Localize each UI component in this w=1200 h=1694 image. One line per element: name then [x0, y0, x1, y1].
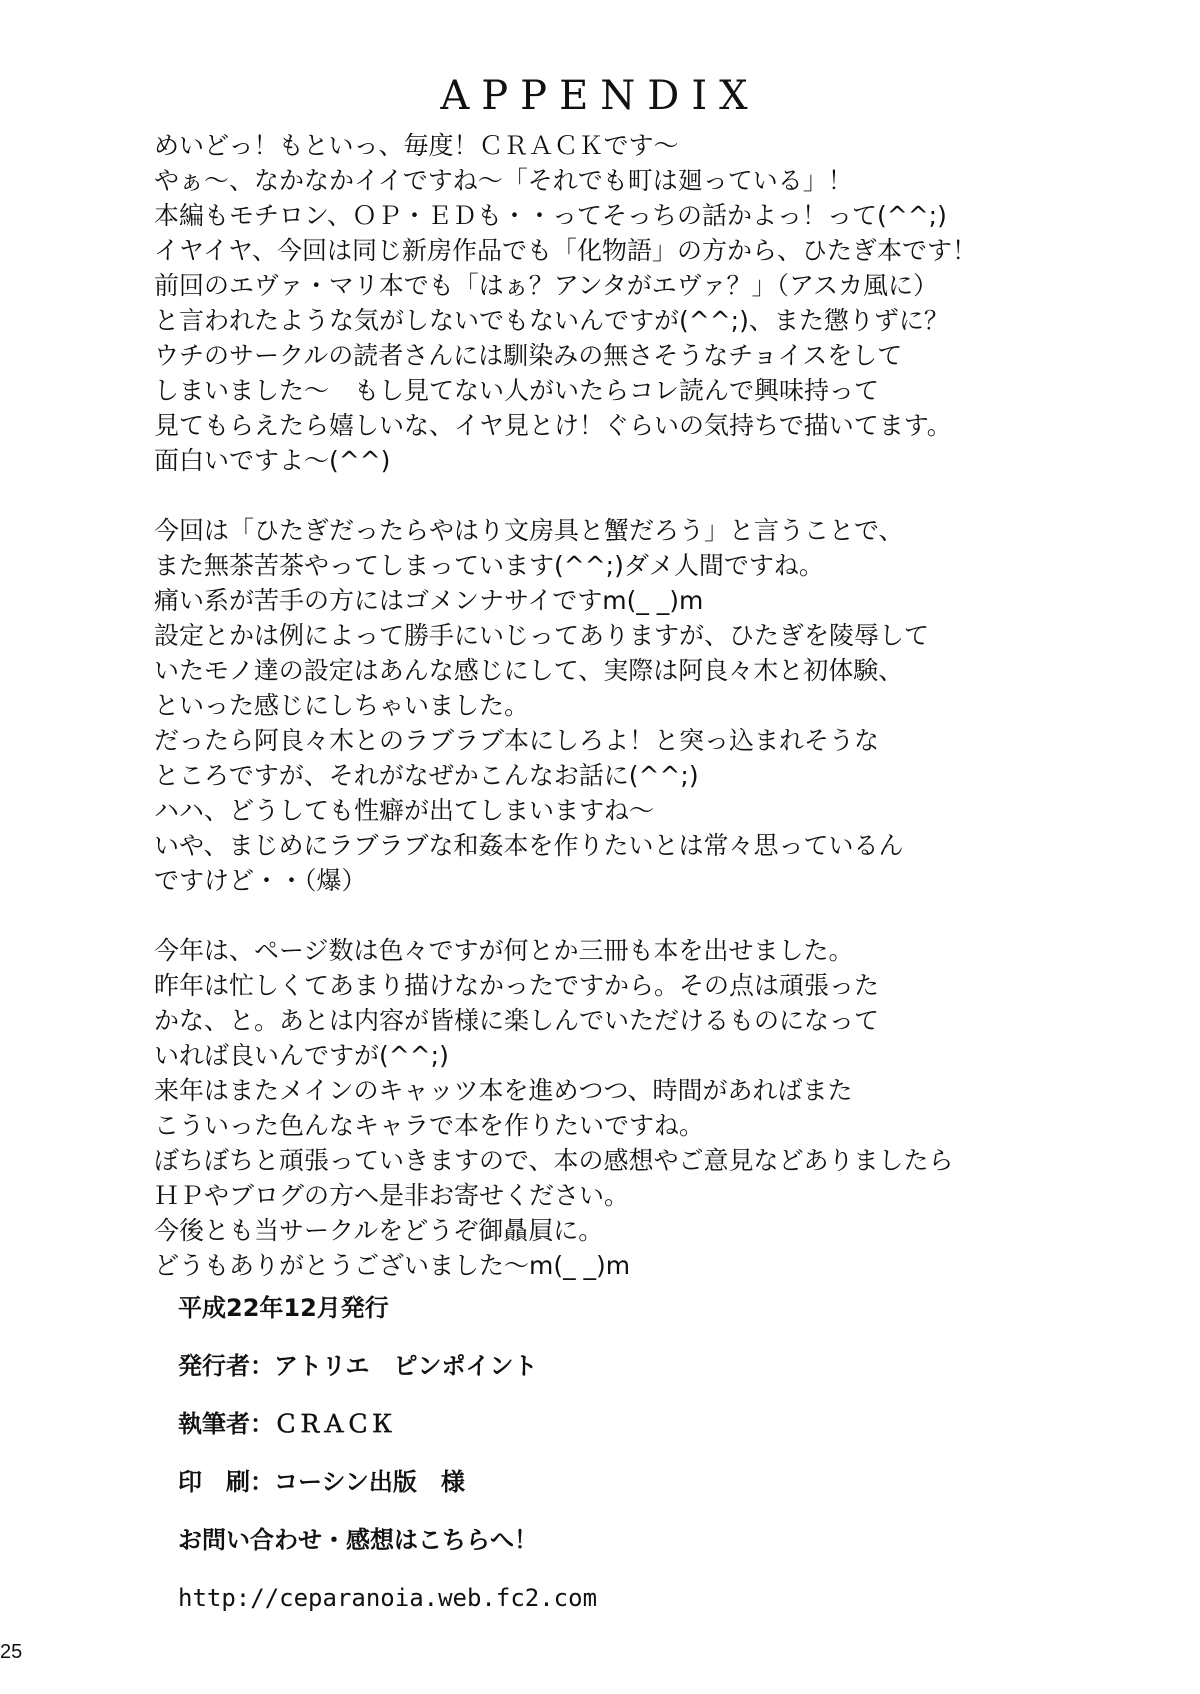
text-line: どうもありがとうございました～m(_ _)m	[154, 1251, 631, 1280]
text-line: といった感じにしちゃいました。	[154, 691, 530, 720]
text-line: 来年はまたメインのキャッツ本を進めつつ、時間があればまた	[154, 1076, 853, 1105]
text-line: 今回は「ひたぎだったらやはり文房具と蟹だろう」と言うことで、	[154, 516, 904, 545]
text-line: いれば良いんですが(^^;)	[154, 1041, 449, 1070]
text-line: ウチのサークルの読者さんには馴染みの無さそうなチョイスをして	[154, 341, 903, 370]
text-line: ハハ、どうしても性癖が出てしまいますね～	[154, 796, 655, 825]
text-line: かな、と。あとは内容が皆様に楽しんでいただけるものになって	[154, 1006, 880, 1035]
author: 執筆者：ＣＲＡＣＫ	[178, 1410, 394, 1438]
text-line: また無茶苦茶やってしまっています(^^;)ダメ人間ですね。	[154, 551, 824, 580]
text-line: めいどっ！もといっ、毎度！ＣＲＡＣＫです～	[154, 131, 679, 160]
text-line: と言われたような気がしないでもないんですが(^^;)、また懲りずに？	[154, 306, 949, 335]
appendix-body	[154, 128, 1054, 1318]
text-line: 今年は、ページ数は色々ですが何とか三冊も本を出せました。	[154, 936, 854, 965]
paragraph-3	[154, 933, 1054, 1283]
text-line: イヤイヤ、今回は同じ新房作品でも「化物語」の方から、ひたぎ本です！	[154, 236, 978, 265]
text-line: ぼちぼちと頑張っていきますので、本の感想やご意見などありましたら	[154, 1146, 954, 1175]
paragraph-1	[154, 128, 1054, 478]
colophon	[178, 1294, 978, 1642]
text-line: 本編もモチロン、ＯＰ・ＥＤも・・ってそっちの話かよっ！って(^^;)	[154, 201, 947, 230]
text-line: 今後とも当サークルをどうぞ御贔屓に。	[154, 1216, 604, 1245]
text-line: ですけど・・（爆）	[154, 866, 367, 895]
publisher: 発行者：アトリエ ピンポイント	[178, 1352, 538, 1380]
text-line: 見てもらえたら嬉しいな、イヤ見とけ！ぐらいの気持ちで描いてます。	[154, 411, 952, 440]
contact-note: お問い合わせ・感想はこちらへ！	[178, 1526, 538, 1554]
text-line: やぁ～、なかなかイイですね～「それでも町は廻っている」！	[154, 166, 853, 195]
text-line: 昨年は忙しくてあまり描けなかったですから。その点は頑張った	[154, 971, 880, 1000]
page-number: 25	[0, 1641, 23, 1663]
text-line: しまいました～ もし見てない人がいたらコレ読んで興味持って	[154, 376, 880, 405]
text-line: いたモノ達の設定はあんな感じにして、実際は阿良々木と初体験、	[154, 656, 904, 685]
paragraph-2	[154, 513, 1054, 898]
text-line: だったら阿良々木とのラブラブ本にしろよ！と突っ込まれそうな	[154, 726, 880, 755]
text-line: 設定とかは例によって勝手にいじってありますが、ひたぎを陵辱して	[154, 621, 930, 650]
text-line: こういった色んなキャラで本を作りたいですね。	[154, 1111, 705, 1140]
text-line: 面白いですよ～(^^)	[154, 446, 391, 475]
text-line: 痛い系が苦手の方にはゴメンナサイですm(_ _)m	[154, 586, 704, 615]
publication-date: 平成22年12月発行	[178, 1294, 389, 1322]
website-url: http://ceparanoia.web.fc2.com	[178, 1584, 598, 1612]
page-title: APPENDIX	[440, 73, 760, 119]
text-line: ＨＰやブログの方へ是非お寄せください。	[154, 1181, 630, 1210]
text-line: ところですが、それがなぜかこんなお話に(^^;)	[154, 761, 699, 790]
printer: 印 刷：コーシン出版 様	[178, 1468, 465, 1496]
text-line: いや、まじめにラブラブな和姦本を作りたいとは常々思っているん	[154, 831, 904, 860]
text-line: 前回のエヴァ・マリ本でも「はぁ？アンタがエヴァ？」（アスカ風に）	[154, 271, 939, 300]
